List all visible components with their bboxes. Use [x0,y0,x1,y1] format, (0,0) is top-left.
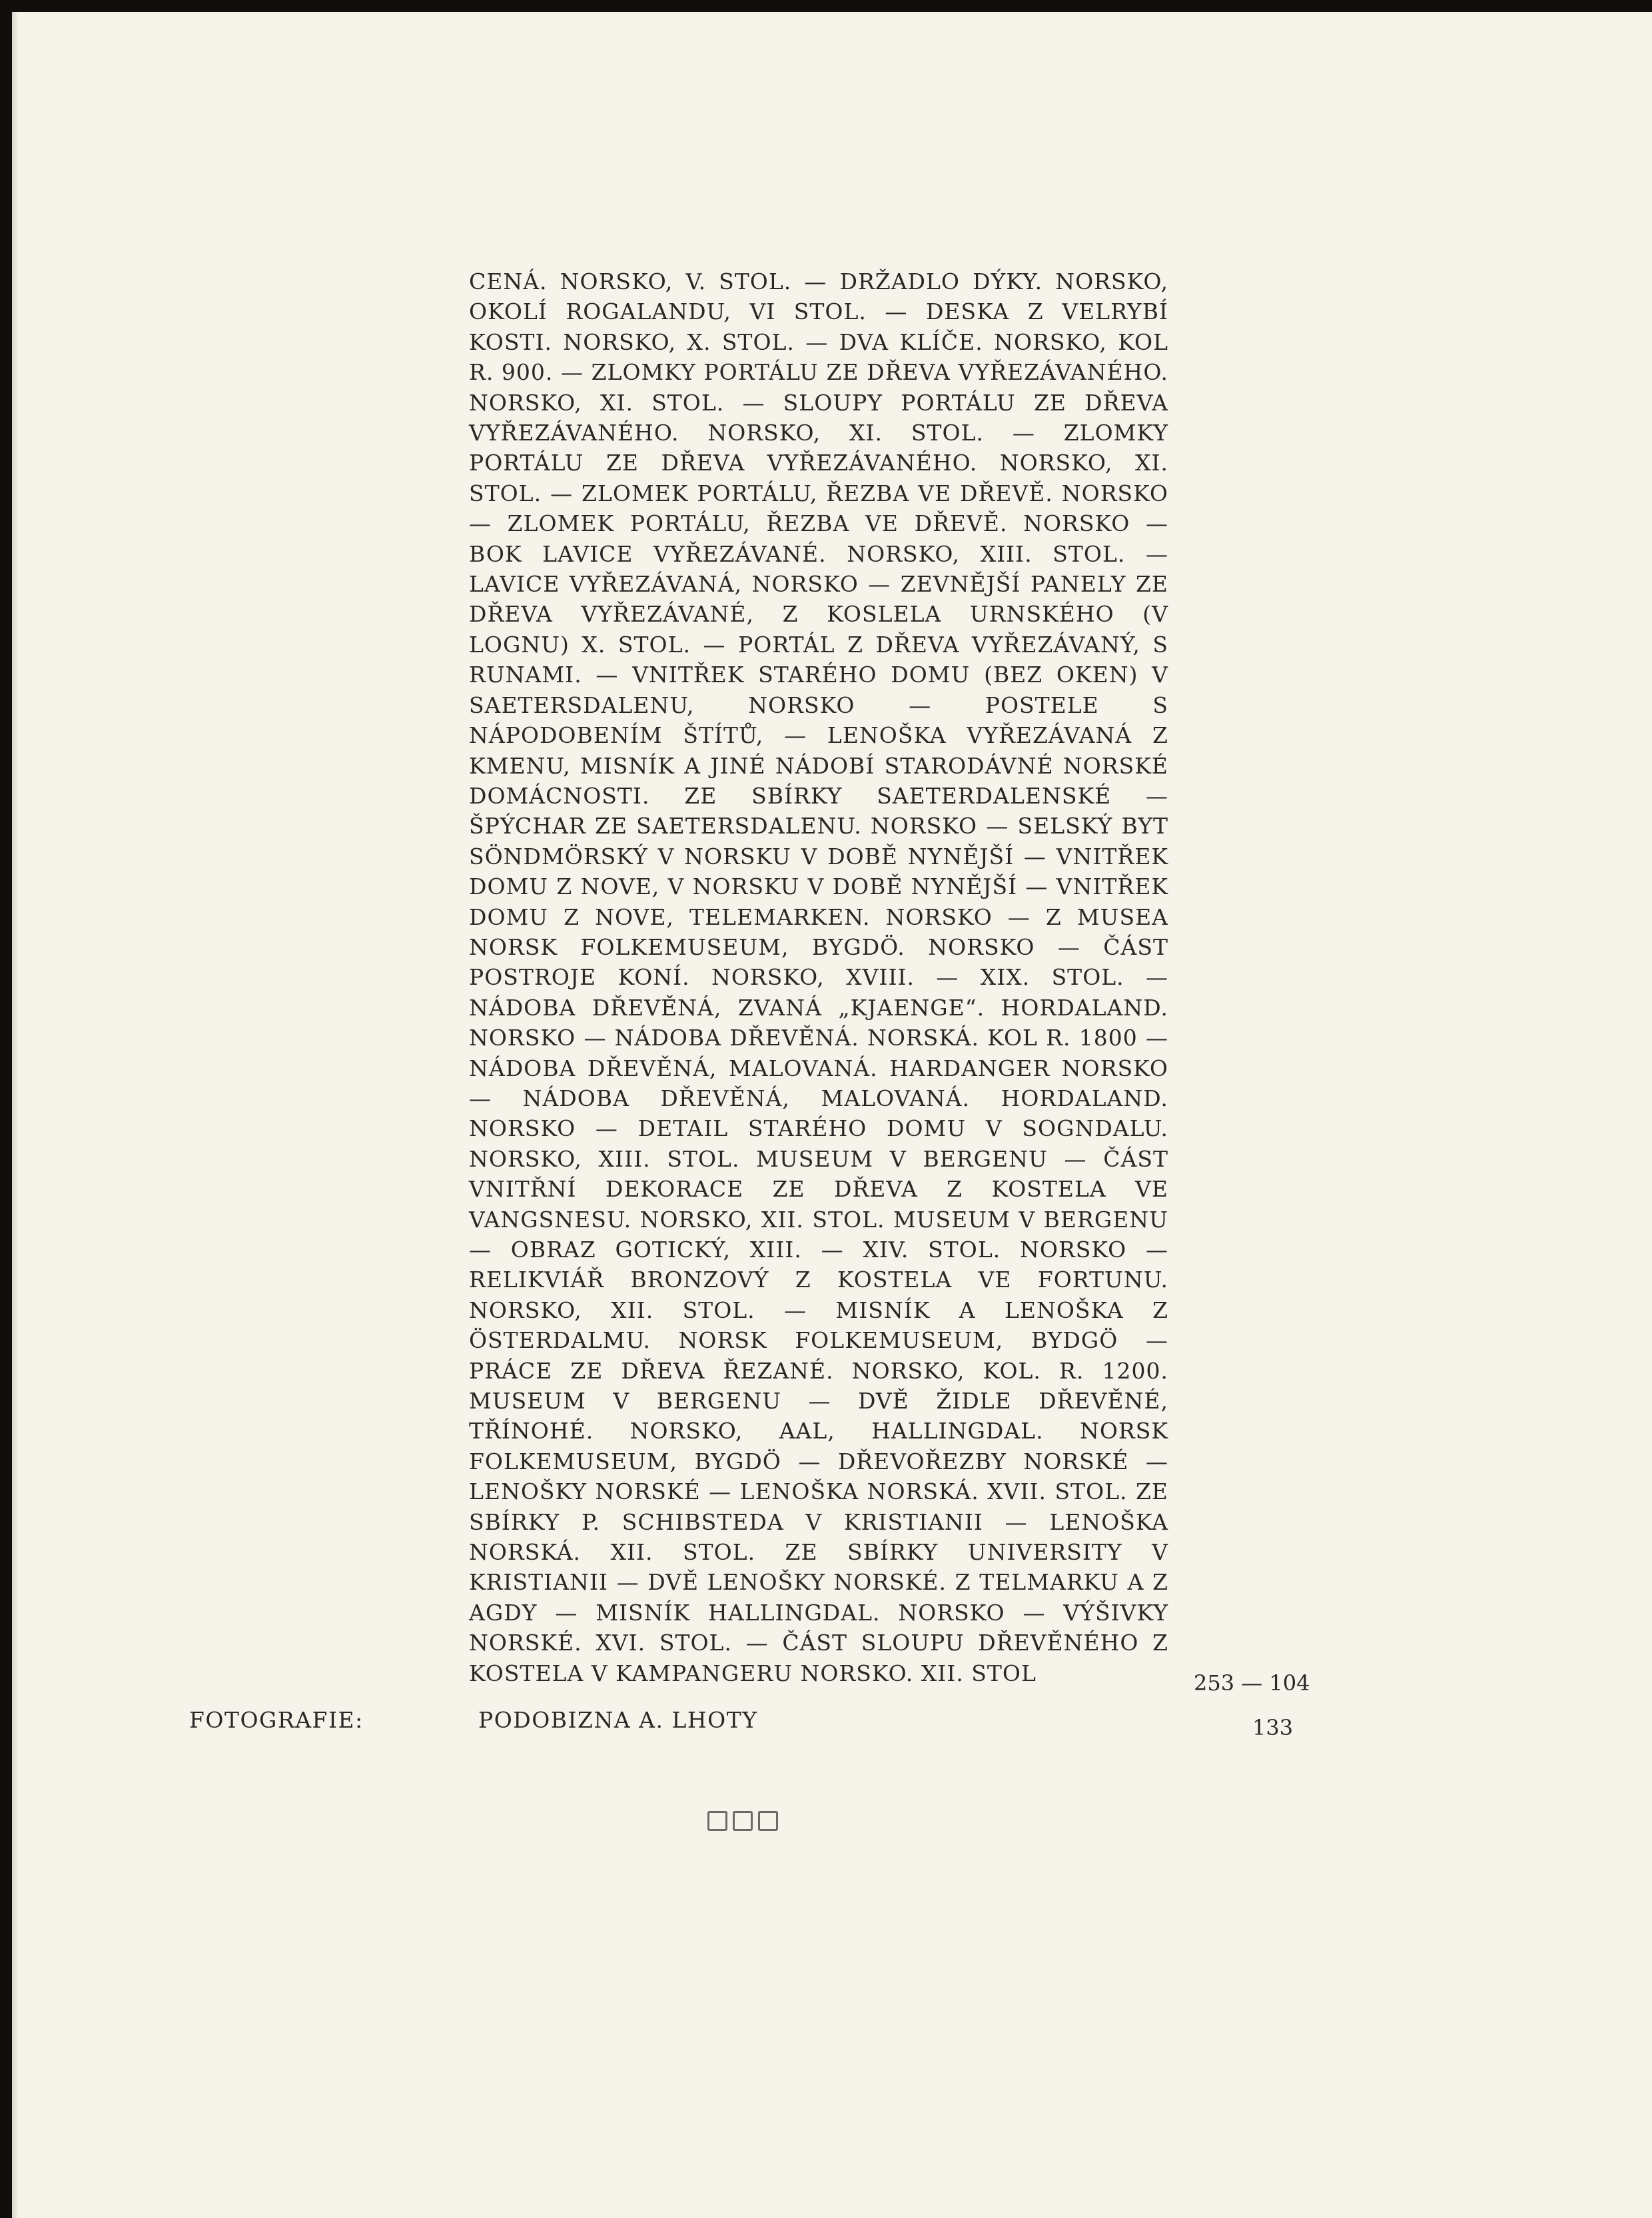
ornament-square-icon [733,1811,753,1831]
ornament-square-icon [758,1811,778,1831]
page [12,12,1652,2218]
ornament-square-icon [707,1811,727,1831]
page-references: 253 — 104 [1194,1670,1310,1696]
page-gutter-shadow [12,12,19,2218]
section-label: FOTOGRAFIE: [189,1707,364,1733]
photo-page-number: 133 [1252,1715,1294,1740]
square-ornament [707,1811,778,1831]
photo-entry: PODOBIZNA A. LHOTY [478,1707,758,1733]
caption-list-text: CENÁ. NORSKO, V. STOL. — DRŽADLO DÝKY. NORSKO, OKOLÍ ROGALANDU, VI STOL. — DESKA Z VELRYBÍ KOSTI. NORSKO, X. STOL. — DVA KLÍČE. NORSKO, KOL R. 900. — ZLOMKY PORTÁLU ZE DŘEVA VYŘEZÁVANÉHO. NORSKO, XI. STOL. — SLOUPY PORTÁLU ZE DŘEVA VYŘEZÁVANÉHO. NORSKO, XI. STOL. — ZLOMKY PORTÁLU ZE DŘEVA VYŘEZÁVANÉHO. NORSKO, XI. STOL. — ZLOMEK PORTÁLU, ŘEZBA VE DŘEVĚ. NORSKO — ZLOMEK PORTÁLU, ŘEZBA VE DŘEVĚ. NORSKO — BOK LAVICE VYŘEZÁVANÉ. NORSKO, XIII. STOL. — LAVICE VYŘEZÁVANÁ, NORSKO — ZEVNĚJŠÍ PANELY ZE DŘEVA VYŘEZÁVANÉ, Z KOSLELA URNSKÉHO (V LOGNU) X. STOL. — PORTÁL Z DŘEVA VYŘEZÁVANÝ, S RUNAMI. — VNITŘEK STARÉHO DOMU (BEZ OKEN) V SAETERSDALENU, NORSKO — POSTELE S NÁPODOBENÍM ŠTÍTŮ, — LENOŠKA VYŘEZÁVANÁ Z KMENU, MISNÍK A JINÉ NÁDOBÍ STARODÁVNÉ NORSKÉ DOMÁCNOSTI. ZE SBÍRKY SAETERDALENSKÉ — ŠPÝCHAR ZE SAETERSDALENU. NORSKO — SELSKÝ BYT SÖNDMÖRSKÝ V NORSKU V DOBĚ NYNĚJŠÍ — VNITŘEK DOMU Z NOVE, V NORSKU V DOBĚ NYNĚJŠÍ — VNITŘEK DOMU Z NOVE, TELEMARKEN. NORSKO — Z MUSEA NORSK FOLKEMUSEUM, BYGDÖ. NORSKO — ČÁST POSTROJE KONÍ. NORSKO, XVIII. — XIX. STOL. — NÁDOBA DŘEVĚNÁ, ZVANÁ „KJAENGE“. HORDALAND. NORSKO — NÁDOBA DŘEVĚNÁ. NORSKÁ. KOL R. 1800 — NÁDOBA DŘEVĚNÁ, MALOVANÁ. HARDANGER NORSKO — NÁDOBA DŘEVĚNÁ, MALOVANÁ. HORDALAND. NORSKO — DETAIL STARÉHO DOMU V SOGNDALU. NORSKO, XIII. STOL. MUSEUM V BERGENU — ČÁST VNITŘNÍ DEKORACE ZE DŘEVA Z KOSTELA VE VANGSNESU. NORSKO, XII. STOL. MUSEUM V BERGENU — OBRAZ GOTICKÝ, XIII. — XIV. STOL. NORSKO — RELIKVIÁŘ BRONZOVÝ Z KOSTELA VE FORTUNU. NORSKO, XII. STOL. — MISNÍK A LENOŠKA Z ÖSTERDALMU. NORSK FOLKEMUSEUM, BYDGÖ — PRÁCE ZE DŘEVA ŘEZANÉ. NORSKO, KOL. R. 1200. MUSEUM V BERGENU — DVĚ ŽIDLE DŘEVĚNÉ, TŘÍNOHÉ. NORSKO, AAL, HALLINGDAL. NORSK FOLKEMUSEUM, BYGDÖ — DŘEVOŘEZBY NORSKÉ — LENOŠKY NORSKÉ — LENOŠKA NORSKÁ. XVII. STOL. ZE SBÍRKY P. SCHIBSTEDA V KRISTIANII — LENOŠKA NORSKÁ. XII. STOL. ZE SBÍRKY UNIVERSITY V KRISTIANII — DVĚ LENOŠKY NORSKÉ. Z TELMARKU A Z AGDY — MISNÍK HALLINGDAL. NORSKO — VÝŠIVKY NORSKÉ. XVI. STOL. — ČÁST SLOUPU DŘEVĚNÉHO Z KOSTELA V KAMPANGERU NORSKO. XII. STOL [469,269,1168,1686]
